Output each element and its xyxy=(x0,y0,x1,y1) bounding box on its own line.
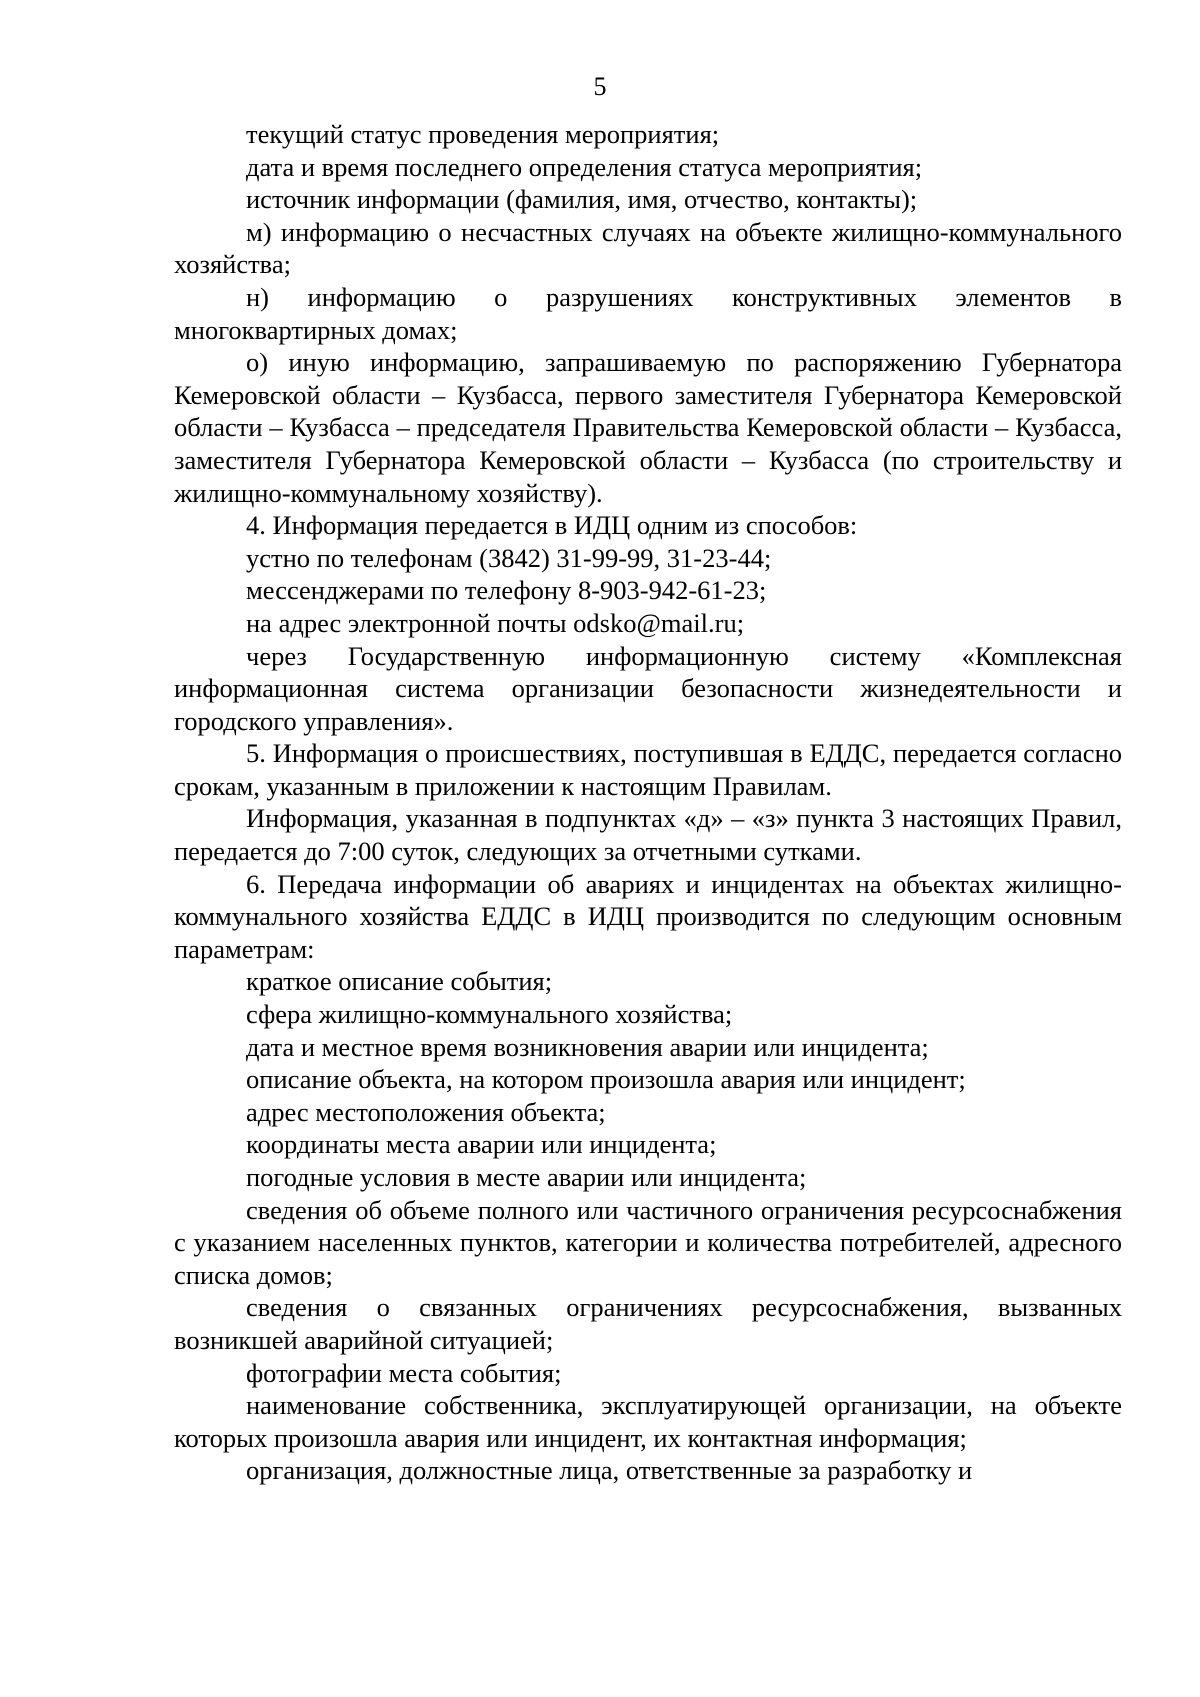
paragraph: о) иную информацию, запрашиваемую по распоряжению Губернатора Кемеровской области – Кузбасса, первого заместителя Губернатора Кемеровской области – Кузбасса – председателя Правительства Кемеровской области – Кузбасса, заместителя Губернатора Кемеровской области – Кузбасса (по строительству и жилищно-коммунальному хозяйству). xyxy=(174,347,1122,508)
paragraph: координаты места аварии или инцидента; xyxy=(246,1129,717,1160)
paragraph: сведения об объеме полного или частичного ограничения ресурсоснабжения с указанием населенных пунктов, категории и количества потребителей, адресного списка домов; xyxy=(174,1194,1122,1290)
paragraph: дата и местное время возникновения аварии или инцидента; xyxy=(246,1031,929,1062)
paragraph: устно по телефонам (3842) 31-99-99, 31-23-44; xyxy=(246,542,772,573)
paragraph: 4. Информация передается в ИДЦ одним из способов: xyxy=(246,510,858,541)
paragraph: фотографии места события; xyxy=(246,1357,562,1388)
paragraph: описание объекта, на котором произошла авария или инцидент; xyxy=(246,1064,966,1095)
paragraph: н) информацию о разрушениях конструктивных элементов в многоквартирных домах; xyxy=(174,281,1122,345)
paragraph: сведения о связанных ограничениях ресурсоснабжения, вызванных возникшей аварийной ситуацией; xyxy=(174,1292,1122,1355)
page-number: 5 xyxy=(593,72,607,101)
paragraph: организация, должностные лица, ответственные за разработку и xyxy=(246,1455,973,1486)
paragraph: сфера жилищно-коммунального хозяйства; xyxy=(246,999,733,1030)
paragraph: через Государственную информационную систему «Комплексная информационная система организации безопасности жизнедеятельности и городского управления». xyxy=(174,640,1122,736)
paragraph: мессенджерами по телефону 8-903-942-61-23; xyxy=(246,575,767,606)
document-body xyxy=(174,118,1122,1487)
paragraph: м) информацию о несчастных случаях на объекте жилищно-коммунального хозяйства; xyxy=(174,216,1122,280)
paragraph: текущий статус проведения мероприятия; xyxy=(246,119,720,149)
paragraph: источник информации (фамилия, имя, отчество, контакты); xyxy=(246,184,918,215)
paragraph: адрес местоположения объекта; xyxy=(246,1096,606,1127)
paragraph: краткое описание события; xyxy=(246,966,553,997)
paragraph: погодные условия в месте аварии или инцидента; xyxy=(246,1162,807,1192)
paragraph: Информация, указанная в подпунктах «д» – «з» пункта 3 настоящих Правил, передается до 7:00 суток, следующих за отчетными сутками. xyxy=(174,803,1122,867)
paragraph: 6. Передача информации об авариях и инцидентах на объектах жилищно-коммунального хозяйства ЕДДС в ИДЦ производится по следующим основным параметрам: xyxy=(174,868,1122,964)
paragraph: 5. Информация о происшествиях, поступившая в ЕДДС, передается согласно срокам, указанным в приложении к настоящим Правилам. xyxy=(174,738,1122,801)
paragraph: дата и время последнего определения статуса мероприятия; xyxy=(246,151,923,182)
paragraph: на адрес электронной почты odsko@mail.ru; xyxy=(246,607,745,638)
paragraph: наименование собственника, эксплуатирующей организации, на объекте которых произошла авария или инцидент, их контактная информация; xyxy=(174,1390,1122,1453)
